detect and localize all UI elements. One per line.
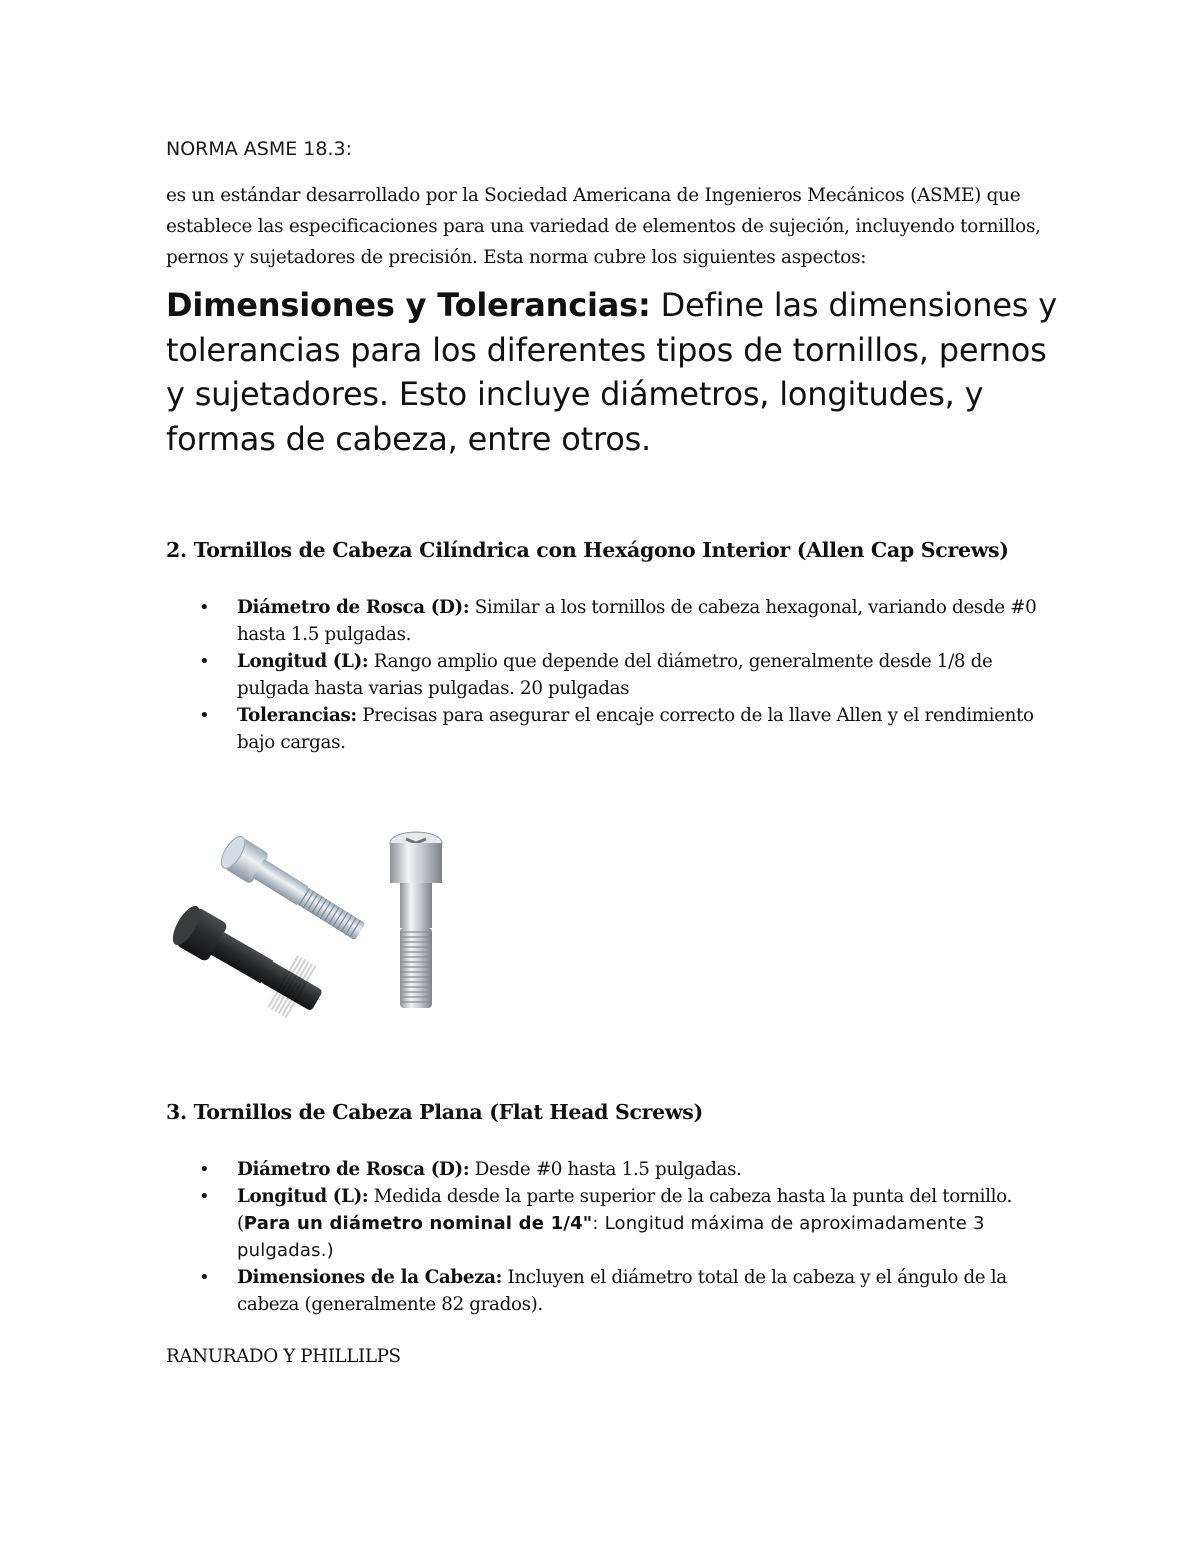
list-item [166,1183,1046,1264]
black-screw-icon [168,895,332,1027]
bullet-icon: • [199,597,210,618]
bullet-icon: • [199,1186,210,1207]
bullet-icon: • [199,1267,210,1288]
intro-paragraph: es un estándar desarrollado por la Sociedad Americana de Ingenieros Mecánicos (ASME) que establece las especificaciones para una variedad de elementos de sujeción, incluyendo tornillos, pernos y sujetadores de precisión. Esta norma cubre los siguientes aspectos: [166,185,1041,268]
list-item-text: Medida desde la parte superior de la cabeza hasta la punta del tornillo. ( [237,1186,1012,1234]
list-item [166,594,1046,648]
list-item-text: Precisas para asegurar el encaje correcto de la llave Allen y el rendimiento bajo cargas. [237,705,1034,753]
footer-note: RANURADO Y PHILLILPS [166,1346,401,1367]
section-2-heading: 2. Tornillos de Cabeza Cilíndrica con Hexágono Interior (Allen Cap Screws) [166,538,1009,562]
list-item [166,702,1046,756]
list-item [166,1156,1046,1183]
list-item-text: Desde #0 hasta 1.5 pulgadas. [469,1159,742,1180]
silver-screw-icon [390,832,442,1008]
zinc-screw-icon [217,833,370,947]
dimensions-text: Define las dimensiones y tolerancias para los diferentes tipos de tornillos, pernos y sujetadores. Esto incluye diámetros, longitudes, y formas de cabeza, entre otros. [166,286,1057,458]
list-item-label: Dimensiones de la Cabeza: [237,1267,503,1288]
list-item-sans-bold: Para un diámetro nominal de 1/4" [243,1213,593,1234]
list-item-text: Similar a los tornillos de cabeza hexagonal, variando desde #0 hasta 1.5 pulgadas. [237,597,1037,645]
list-item-label: Diámetro de Rosca (D): [237,597,470,618]
list-item [166,648,1046,702]
bullet-icon: • [199,651,210,672]
list-item [166,1264,1046,1318]
list-item-label: Longitud (L): [237,1186,369,1207]
list-item-label: Tolerancias: [237,705,357,726]
list-item-sans-text: : Longitud máxima de aproximadamente 3 pulgadas.) [237,1213,985,1261]
allen-cap-screws-image [168,828,478,1028]
list-item-text: Incluyen el diámetro total de la cabeza y el ángulo de la cabeza (generalmente 82 grados). [237,1267,1007,1315]
section-3-heading: 3. Tornillos de Cabeza Plana (Flat Head Screws) [166,1100,703,1124]
dimensions-label: Dimensiones y Tolerancias: [166,286,651,324]
bullet-icon: • [199,1159,210,1180]
dimensions-paragraph [166,283,1066,461]
document-title: NORMA ASME 18.3: [166,138,353,160]
section-3-list [166,1156,1046,1318]
section-2-list [166,594,1046,756]
list-item-label: Diámetro de Rosca (D): [237,1159,470,1180]
list-item-label: Longitud (L): [237,651,369,672]
list-item-text: Rango amplio que depende del diámetro, generalmente desde 1/8 de pulgada hasta varias pulgadas. 20 pulgadas [237,651,993,699]
bullet-icon: • [199,705,210,726]
